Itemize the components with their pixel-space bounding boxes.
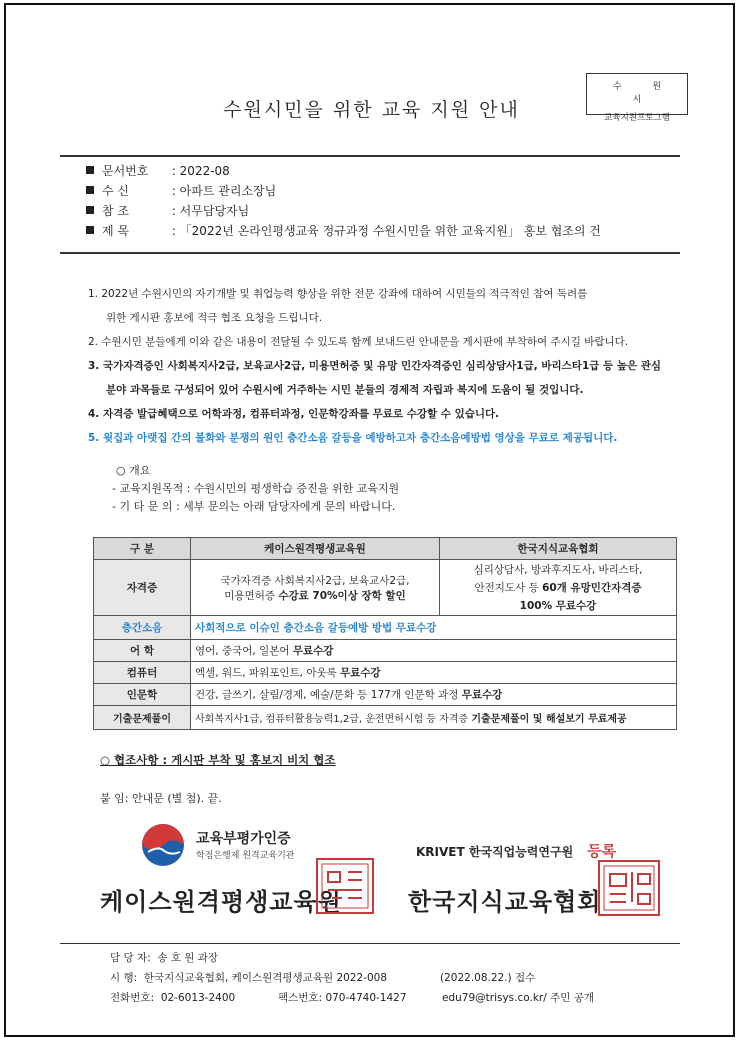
meta-rule bbox=[60, 252, 680, 254]
bullet-square-icon bbox=[86, 206, 94, 214]
ministry-emblem-icon bbox=[140, 822, 186, 872]
footer-fax: 팩스번호: 070-4740-1427 bbox=[278, 992, 407, 1004]
table-header-row bbox=[94, 538, 677, 560]
bullet-square-icon bbox=[86, 186, 94, 194]
cert-right-line3: 100% 무료수강 bbox=[519, 599, 597, 612]
table-row bbox=[94, 616, 677, 640]
table-cell: 영어, 중국어, 일본어 무료수강 bbox=[191, 640, 677, 662]
table-header: 한국지식교육협회 bbox=[440, 538, 677, 560]
paragraph-4: 4. 자격증 발급혜택으로 어학과정, 컴퓨터과정, 인문학강좌를 무료로 수강할 수 있습니다. bbox=[88, 408, 500, 420]
kas-name: 케이스원격평생교육원 bbox=[100, 888, 342, 916]
meta-recipient: 수 신 : 아파트 관리소장님 bbox=[86, 181, 601, 201]
paragraph-2: 2. 수원시민 분들에게 이와 같은 내용이 전달될 수 있도록 함께 보내드린 안내문을 게시판에 부착하여 주시길 바랍니다. bbox=[88, 336, 629, 348]
paragraph-1a: 1. 2022년 수원시민의 자기개발 및 취업능력 향상을 위한 전문 강좌에 대하여 시민들의 적극적인 참여 독려를 bbox=[88, 288, 588, 300]
body-paragraphs bbox=[88, 282, 678, 450]
table-row bbox=[94, 684, 677, 706]
paragraph-3b: 분야 과목들로 구성되어 있어 수원시에 거주하는 시민 분들의 경제적 자립과 복지에 도움이 될 것입니다. bbox=[106, 384, 584, 396]
footer-execution: 시 행: 한국지식교육협회, 케이스원격평생교육원 2022-008 bbox=[110, 972, 387, 984]
footer-rule bbox=[60, 943, 680, 944]
krivet-logo: KRIVET 한국직업능력연구원 등록 bbox=[416, 842, 617, 860]
table-header: 케이스원격평생교육원 bbox=[191, 538, 440, 560]
paragraph-3a: 3. 국가자격증인 사회복지사2급, 보육교사2급, 미용면허증 및 유망 민간자격증인 심리상담사1급, 바리스타1급 등 높은 관심 bbox=[88, 360, 662, 372]
table-cell bbox=[191, 560, 440, 616]
row-label: 어 학 bbox=[94, 640, 191, 662]
kas-cert-label: 교육부평가인증 bbox=[196, 831, 291, 847]
table-cell bbox=[440, 560, 677, 616]
cert-right-line2: 안전지도사 등 60개 유망민간자격증 bbox=[474, 581, 642, 594]
meta-subject: 제 목 : 「2022년 온라인평생교육 정규과정 수원시민을 위한 교육지원」 홍보 협조의 건 bbox=[86, 221, 601, 241]
stamp-line2: 교육지원프로그램 bbox=[604, 113, 670, 123]
program-table bbox=[93, 537, 677, 730]
cooperation-note: ○ 협조사항 : 게시판 부착 및 홍보지 비치 협조 bbox=[100, 753, 336, 767]
cert-left-line1: 국가자격증 사회복지사2급, 보육교사2급, bbox=[220, 574, 410, 587]
table-cell: 사회복지사1급, 컴퓨터활용능력1,2급, 운전면허시험 등 자격증 기출문제풀이 및 해설보기 무료제공 bbox=[191, 706, 677, 730]
row-label: 층간소음 bbox=[94, 616, 191, 640]
kas-cert-sublabel: 학점은행제 원격교육기관 bbox=[196, 851, 295, 861]
row-label: 컴퓨터 bbox=[94, 662, 191, 684]
paragraph-5: 5. 윗집과 아랫집 간의 불화와 분쟁의 원인 층간소음 갈등을 예방하고자 층간소음예방법 영상을 무료로 제공됩니다. bbox=[88, 432, 618, 444]
association-name: 한국지식교육협회 bbox=[408, 888, 602, 916]
table-cell: 사회적으로 이슈인 층간소음 갈등예방 방법 무료수강 bbox=[191, 616, 677, 640]
table-row bbox=[94, 662, 677, 684]
meta-block bbox=[86, 161, 601, 241]
bullet-square-icon bbox=[86, 226, 94, 234]
table-row bbox=[94, 706, 677, 730]
bullet-square-icon bbox=[86, 166, 94, 174]
overview-heading: ○ 개요 bbox=[116, 464, 151, 477]
table-row bbox=[94, 560, 677, 616]
attachment-note: 붙 임: 안내문 (별 첨). 끝. bbox=[100, 792, 222, 805]
row-label: 인문학 bbox=[94, 684, 191, 706]
footer-email: edu79@trisys.co.kr/ 주민 공개 bbox=[442, 992, 595, 1004]
table-header: 구 분 bbox=[94, 538, 191, 560]
kas-seal-icon bbox=[316, 858, 374, 914]
table-cell: 엑셀, 워드, 파워포인트, 아웃룩 무료수강 bbox=[191, 662, 677, 684]
overview-inquiry: - 기 타 문 의 : 세부 문의는 아래 담당자에게 문의 바랍니다. bbox=[112, 500, 396, 513]
footer-received-date: (2022.08.22.) 접수 bbox=[440, 972, 536, 984]
meta-reference: 참 조 : 서무담당자님 bbox=[86, 201, 601, 221]
meta-doc-number: 문서번호 : 2022-08 bbox=[86, 161, 601, 181]
document-title: 수원시민을 위한 교육 지원 안내 bbox=[223, 99, 520, 121]
table-row bbox=[94, 640, 677, 662]
footer-manager: 담 당 자: 송 호 원 과장 bbox=[110, 952, 219, 964]
paragraph-1b: 위한 게시판 홍보에 적극 협조 요청을 드립니다. bbox=[106, 312, 323, 324]
footer-phone: 전화번호: 02-6013-2400 bbox=[110, 992, 236, 1004]
cert-right-line1: 심리상담사, 방과후지도사, 바리스타, bbox=[473, 563, 643, 576]
stamp-line1: 수 원 시 bbox=[612, 82, 676, 105]
overview-block bbox=[112, 462, 399, 516]
table-cell: 건강, 글쓰기, 살림/경제, 예술/문화 등 177개 인문학 과정 무료수강 bbox=[191, 684, 677, 706]
row-label: 자격증 bbox=[94, 560, 191, 616]
cert-left-line2: 미용면허증 수강료 70%이상 장학 할인 bbox=[224, 589, 406, 602]
row-label: 기출문제풀이 bbox=[94, 706, 191, 730]
header-rule bbox=[60, 155, 680, 157]
association-seal-icon bbox=[598, 860, 660, 916]
overview-purpose: - 교육지원목적 : 수원시민의 평생학습 증진을 위한 교육지원 bbox=[112, 482, 400, 495]
